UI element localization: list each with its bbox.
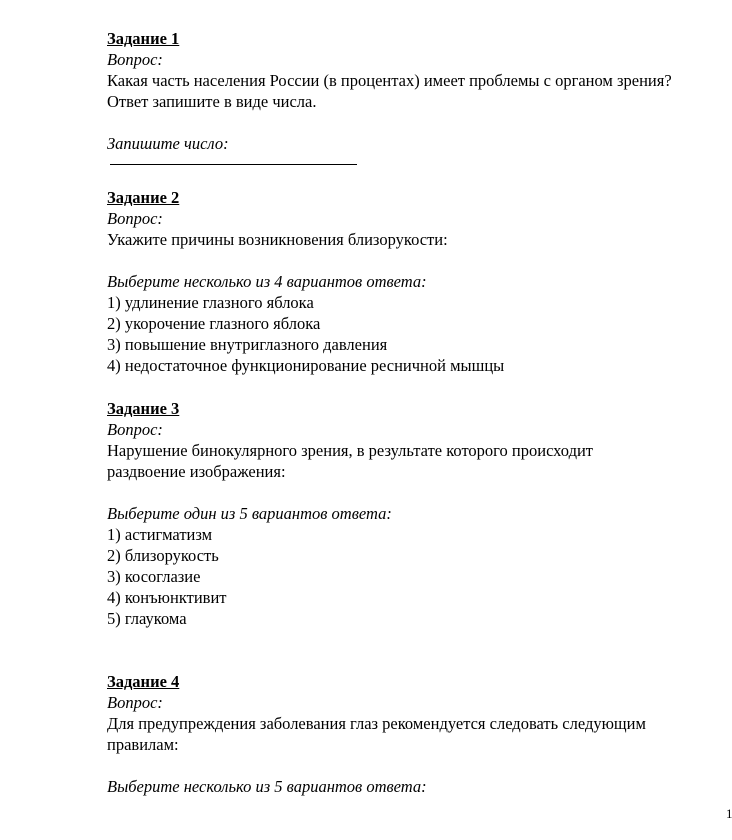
- task-2-question-label: Вопрос:: [107, 209, 163, 228]
- task-2-title: Задание 2: [107, 188, 180, 207]
- task-4-instruction: Выберите несколько из 5 вариантов ответа:: [107, 777, 427, 796]
- document-body: [107, 28, 731, 797]
- task-3-options: [107, 524, 731, 629]
- task-2-option-1[interactable]: 1) удлинение глазного яблока: [107, 293, 314, 312]
- task-1-answer-field[interactable]: [110, 154, 357, 165]
- task-1-question-line-2: Ответ запишите в виде числа.: [107, 92, 317, 111]
- task-1-question-line-1: Какая часть населения России (в процентах) имеет проблемы с органом зрения?: [107, 71, 672, 90]
- task-2-option-4[interactable]: 4) недостаточное функционирование ресничной мышцы: [107, 356, 505, 375]
- task-2-question-line-1: Укажите причины возникновения близорукости:: [107, 230, 448, 249]
- task-3-title: Задание 3: [107, 399, 180, 418]
- page-number: 1: [726, 806, 732, 821]
- spacer: [107, 629, 731, 671]
- task-3-option-3[interactable]: 3) косоглазие: [107, 567, 201, 586]
- task-3-option-5[interactable]: 5) глаукома: [107, 609, 187, 628]
- task-4-question-line-2: правилам:: [107, 735, 179, 754]
- task-3-question-line-2: раздвоение изображения:: [107, 462, 286, 481]
- task-1-title: Задание 1: [107, 29, 180, 48]
- task-1-question-label: Вопрос:: [107, 50, 163, 69]
- task-3-question-line-1: Нарушение бинокулярного зрения, в результате которого происходит: [107, 441, 594, 460]
- task-2: [107, 187, 731, 376]
- task-3-option-4[interactable]: 4) конъюнктивит: [107, 588, 227, 607]
- task-3: [107, 398, 731, 629]
- spacer: [107, 755, 731, 776]
- task-4: [107, 671, 731, 797]
- task-2-instruction: Выберите несколько из 4 вариантов ответа:: [107, 272, 427, 291]
- task-4-question-line-1: Для предупреждения заболевания глаз рекомендуется следовать следующим: [107, 714, 646, 733]
- task-2-option-2[interactable]: 2) укорочение глазного яблока: [107, 314, 321, 333]
- task-4-title: Задание 4: [107, 672, 180, 691]
- task-1-instruction: Запишите число:: [107, 134, 229, 153]
- task-3-option-2[interactable]: 2) близорукость: [107, 546, 219, 565]
- task-1: [107, 28, 731, 165]
- spacer: [107, 165, 731, 187]
- spacer: [107, 250, 731, 271]
- spacer: [107, 376, 731, 398]
- spacer: [107, 112, 731, 133]
- task-3-option-1[interactable]: 1) астигматизм: [107, 525, 213, 544]
- task-3-question-label: Вопрос:: [107, 420, 163, 439]
- task-3-instruction: Выберите один из 5 вариантов ответа:: [107, 504, 392, 523]
- task-2-option-3[interactable]: 3) повышение внутриглазного давления: [107, 335, 388, 354]
- task-2-options: [107, 292, 731, 376]
- spacer: [107, 482, 731, 503]
- task-4-question-label: Вопрос:: [107, 693, 163, 712]
